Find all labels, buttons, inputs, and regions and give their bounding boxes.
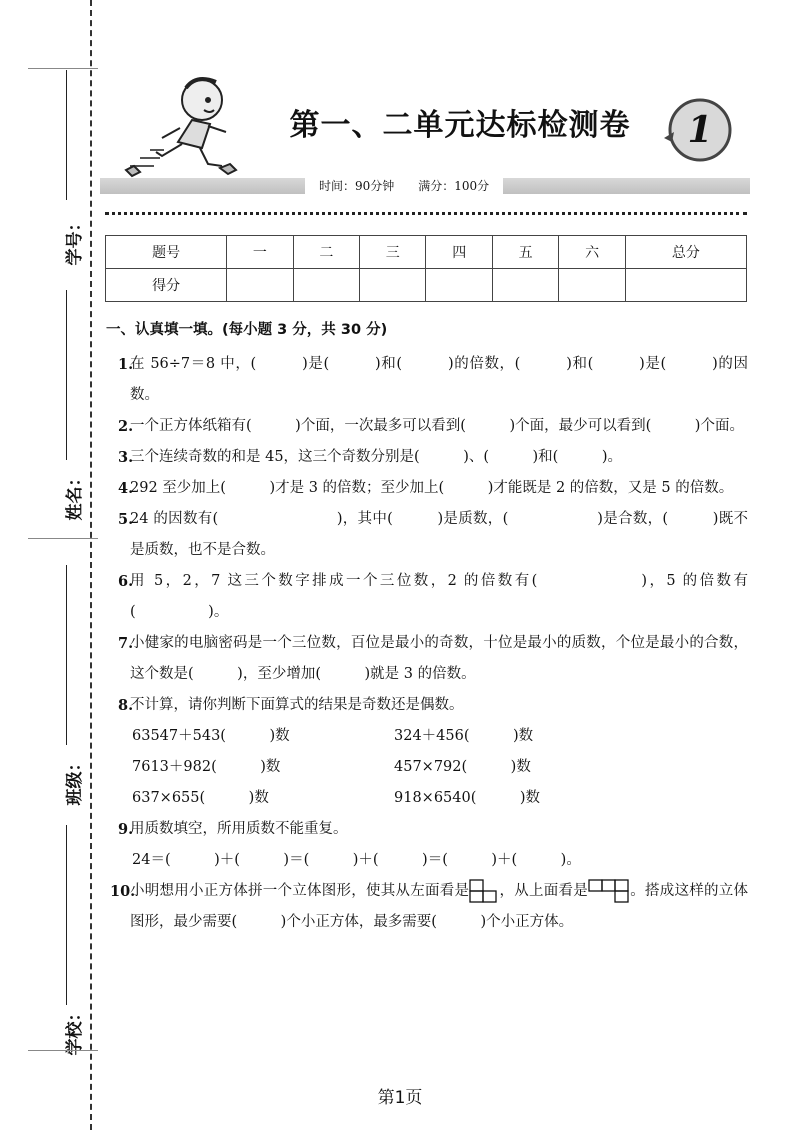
circular-arrow-icon: [658, 90, 738, 170]
unit-number: 1: [687, 109, 713, 151]
running-boy-icon: [120, 70, 260, 180]
score-input-cell[interactable]: [625, 269, 746, 302]
name-label: 姓名：: [65, 469, 85, 521]
info-bar: [100, 178, 750, 194]
table-cell: 得分: [106, 269, 227, 302]
table-cell: 总分: [625, 236, 746, 269]
score-input-cell[interactable]: [360, 269, 426, 302]
margin-divider: [28, 68, 98, 69]
table-cell: 四: [426, 236, 492, 269]
class-label: 班级：: [65, 754, 85, 806]
question-7: 7. 小健家的电脑密码是一个三位数，百位是最小的奇数，十位是最小的质数，个位是最小的合数，这个数是( )，至少增加( )就是 3 的倍数。: [118, 635, 748, 682]
question-8: 8. 不计算，请你判断下面算式的结果是奇数还是偶数。: [118, 697, 464, 714]
list-item: 7613＋982( )数 457×792( )数: [132, 759, 531, 775]
exam-header: [100, 60, 750, 200]
question-4: 4. 292 至少加上( )才是 3 的倍数；至少加上( )才能既是 2 的倍数，又是 5 的倍数。: [118, 480, 734, 497]
student-id-blank: [66, 70, 67, 200]
table-row: [106, 269, 747, 302]
table-cell: 六: [559, 236, 625, 269]
class-blank: [66, 565, 67, 745]
table-cell: 三: [360, 236, 426, 269]
margin-divider: [28, 1050, 98, 1051]
table-cell: 五: [492, 236, 558, 269]
unit-badge: [658, 90, 738, 170]
question-9: 9. 用质数填空，所用质数不能重复。: [118, 821, 348, 838]
table-row: [106, 236, 747, 269]
question-10: 10. 小明想用小正方体拼一个立体图形，使其从左面看是 ，从上面看是 。搭成这样的立体图形，最少需要( )个小正方体，最多需要( )个小正方体。: [130, 876, 748, 938]
table-cell: 题号: [106, 236, 227, 269]
top-view-icon: [588, 879, 630, 903]
school-label: 学校：: [65, 1004, 85, 1056]
table-cell: 二: [293, 236, 359, 269]
question-6: 6. 用 5，2，7 这三个数字排成一个三位数，2 的倍数有( )，5 的倍数有( )。: [118, 573, 748, 620]
left-view-icon: [469, 879, 499, 903]
list-item: 63547＋543( )数 324＋456( )数: [132, 728, 534, 744]
table-cell: 一: [227, 236, 293, 269]
margin-divider: [28, 538, 98, 539]
cut-line: [90, 0, 92, 1130]
score-input-cell[interactable]: [559, 269, 625, 302]
question-2: 2. 一个正方体纸箱有( )个面，一次最多可以看到( )个面，最少可以看到( )个面。: [118, 418, 744, 435]
question-9-formula: 24＝( )＋( )＝( )＋( )＝( )＋( )。: [132, 852, 581, 868]
score-input-cell[interactable]: [492, 269, 558, 302]
question-5: 5. 24 的因数有( )，其中( )是质数，( )是合数，( )既不是质数，也不是合数。: [118, 511, 748, 558]
score-input-cell[interactable]: [293, 269, 359, 302]
binding-margin: [0, 0, 100, 1130]
section-title: 一、认真填一填。(每小题 3 分，共 30 分): [106, 322, 388, 338]
exam-time-and-score: 时间：90分钟 满分：100分: [305, 178, 503, 194]
exam-title: 第一、二单元达标检测卷: [289, 108, 631, 143]
score-table: [105, 235, 747, 302]
student-id-label: 学号：: [65, 214, 85, 266]
page-number: 第1页: [377, 1088, 423, 1108]
score-input-cell[interactable]: [227, 269, 293, 302]
name-blank: [66, 290, 67, 460]
list-item: 637×655( )数 918×6540( )数: [132, 790, 541, 806]
section-1: [106, 318, 748, 938]
question-1: 1. 在 56÷7＝8 中，( )是( )和( )的倍数，( )和( )是( )的因数。: [118, 356, 748, 403]
score-input-cell[interactable]: [426, 269, 492, 302]
question-3: 3. 三个连续奇数的和是 45，这三个奇数分别是( )、( )和( )。: [118, 449, 622, 466]
school-blank: [66, 825, 67, 1005]
header-separator: [105, 212, 747, 215]
